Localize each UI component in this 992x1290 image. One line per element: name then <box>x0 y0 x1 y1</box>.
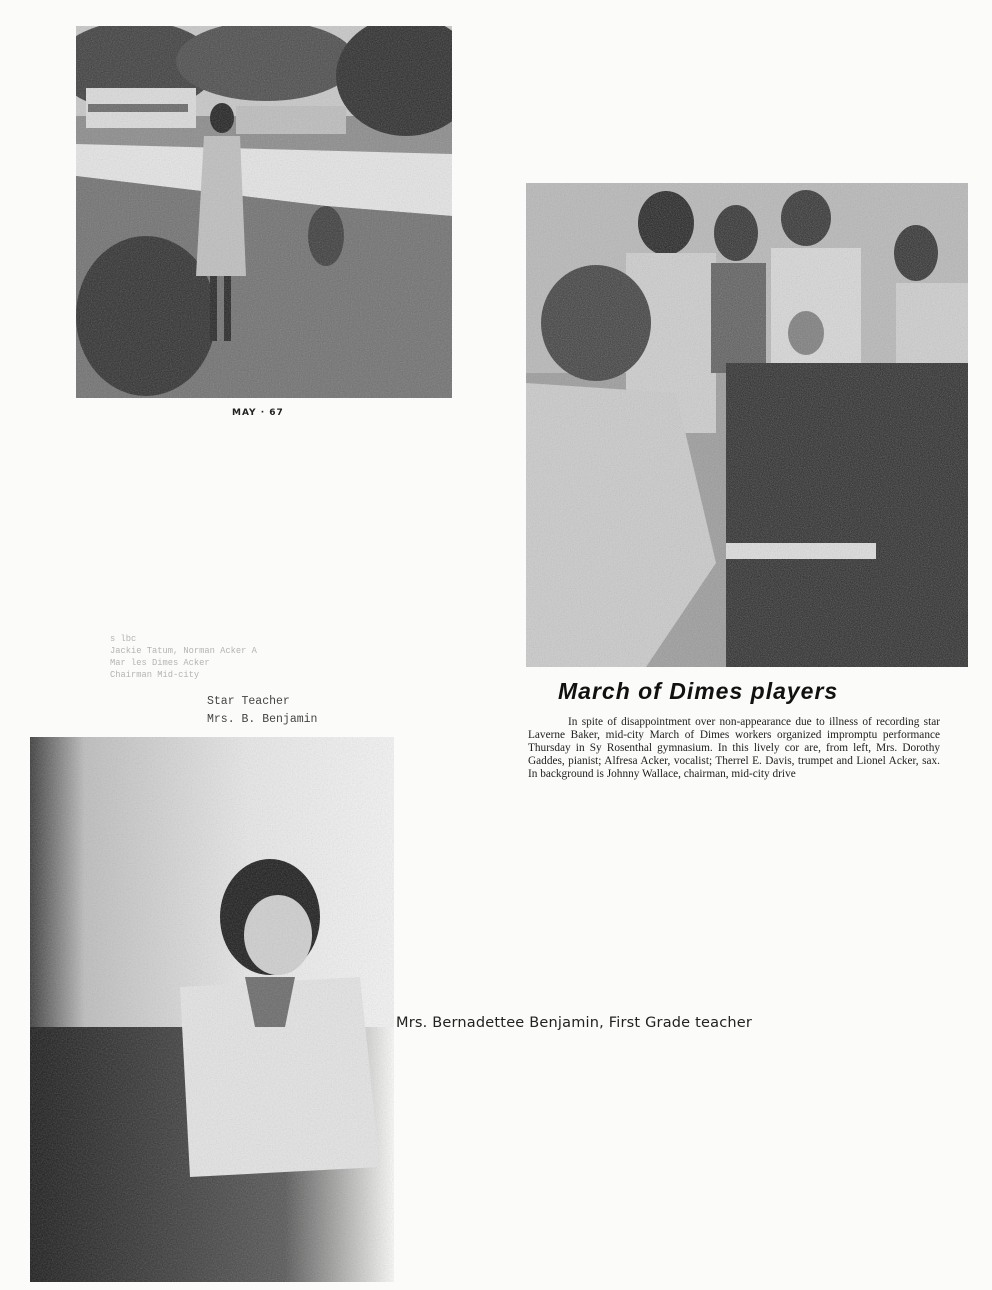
faded-caption-line: Mar les Dimes Acker <box>110 657 210 668</box>
teacher-caption: Mrs. Bernadettee Benjamin, First Grade teacher <box>396 1015 753 1031</box>
teacher-photo <box>30 737 394 1282</box>
yard-photo-image <box>76 26 452 398</box>
march-of-dimes-photo-image <box>526 183 968 667</box>
star-teacher-caption <box>207 693 317 729</box>
faded-caption-line: Jackie Tatum, Norman Acker A <box>110 645 257 656</box>
star-teacher-name: Mrs. B. Benjamin <box>207 713 318 726</box>
faded-caption-line: s lbc <box>110 633 137 644</box>
faded-caption <box>110 633 333 681</box>
march-of-dimes-photo <box>526 183 968 667</box>
yard-photo <box>76 26 452 398</box>
march-of-dimes-article: In spite of disappointment over non-appearance due to illness of recording star Laverne Baker, mid-city March of Dimes workers organized impromptu performance Thursday in Sy Rosenthal gymnasium. In this lively cor are, from left, Mrs. Dorothy Gaddes, pianist; Alfresa Acker, vocalist; Therrel E. Davis, trumpet and Lionel Acker, sax. In background is Johnny Wallace, chairman, mid-city drive <box>528 716 940 780</box>
star-teacher-title: Star Teacher <box>207 695 290 708</box>
faded-caption-line: Chairman Mid-city <box>110 669 200 680</box>
yard-photo-date: MAY · 67 <box>232 408 284 418</box>
teacher-photo-image <box>30 737 394 1282</box>
march-of-dimes-headline: March of Dimes players <box>558 678 839 704</box>
